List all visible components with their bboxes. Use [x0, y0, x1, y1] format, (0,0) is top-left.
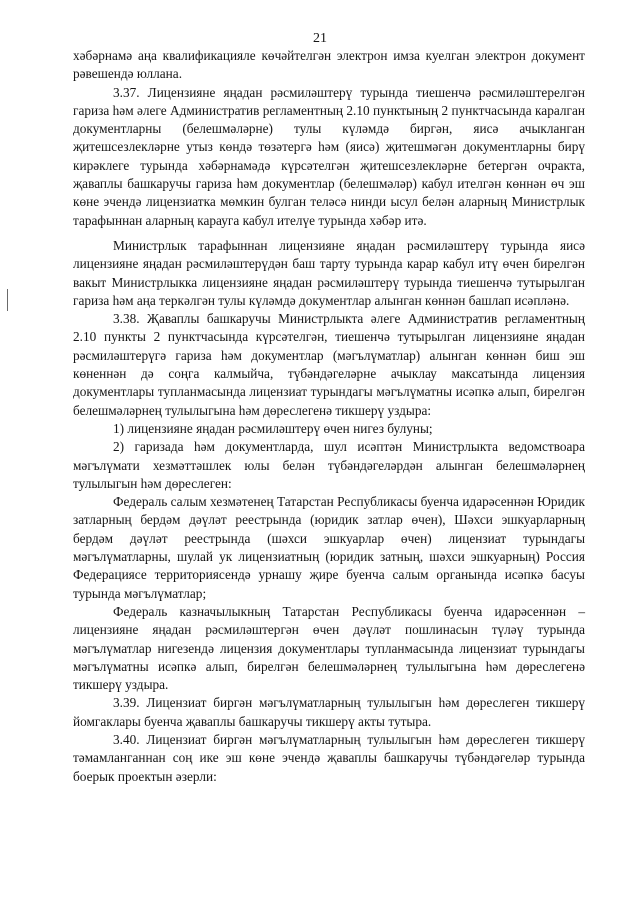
body-text — [73, 47, 585, 786]
paragraph-3-38: 3.38. Җаваплы башкаручы Министрлыкта әлеге Административ регламентның 2.10 пункты 2 пунктчасында күрсәтелгән, тиешенчә тутырылган лицензияне яңадан рәсмиләштерүгә гариза һәм документлар (мәгълүматлар) алынган көннән биш эш көненнән дә соңга калмыйча, түбәндәгеләрне ачыклау максатында лицензия документлары тупланмасында лицензиат турындагы мәгълүматны исәпкә алып, бирелгән белешмәләрнең тулылыгына һәм дөреслегенә тикшерү уздыра: — [73, 311, 585, 418]
paragraph-notification-continuation: хәбәрнамә аңа квалификацияле көчәйтелгән электрон имза куелган электрон документ рәвешендә юллана. — [73, 48, 585, 82]
list-item-2: 2) гаризада һәм документларда, шул исәптән Министрлыкта ведомствоара мәгълүмати хезмәттәшлек юлы белән түбәндәгеләрдән алынган белешмәләрнең тулылыгын һәм дөреслеген: — [73, 439, 585, 491]
page-number: 21 — [313, 31, 327, 46]
paragraph-3-37: 3.37. Лицензияне яңадан рәсмиләштерү турында тиешенчә рәсмиләштерелгән гариза һәм әлеге Административ регламентның 2.10 пунктының 2 пунктчасында каралган документларны (белешмәләрне) тулы күләмдә биргән, яисә ачыкланган җитешсезлекләрне утыз көндә төзәтергә һәм (яисә) җитешмәгән документларны бирү кирәклеге турында хәбәрнамәдә күрсәтелгән җитешсезлекләрне бетергән очракта, җаваплы башкаручы гариза һәм документлар (белешмәләр) кабул ителгән көннән өч эш көне эчендә лицензиатка мөмкин булган теләсә нинди ысул белән аларның Министрлык тарафыннан аларның карауга кабул ителүе турында хәбәр итә. — [73, 84, 585, 228]
list-item-1: 1) лицензияне яңадан рәсмиләштерү өчен нигез булуны; — [113, 420, 433, 436]
paragraph-3-39: 3.39. Лицензиат биргән мәгълүматларның тулылыгын һәм дөреслеген тикшерү йомгаклары буенча җаваплы башкаручы тикшерү акты тутыра. — [73, 695, 585, 729]
paragraph-3-40: 3.40. Лицензиат биргән мәгълүматларның тулылыгын һәм дөреслеген тикшерү тәмамланганнан соң ике эш көне эчендә җаваплы башкаручы түбәндәгеләр турында боерык проектын әзерли: — [73, 731, 585, 784]
margin-mark — [7, 289, 8, 311]
paragraph-tax-service: Федераль салым хезмәтенең Татарстан Республикасы буенча идарәсеннән Юридик затларның бердәм дәүләт реестрында (юридик затлар өчен), Шәхси эшкуарларның бердәм дәүләт реестрында (шәхси эшкуарлар өчен) лицензиат турындагы мәгълүматларны, шулай ук лицензиатның (юридик затның, шәхси эшкуарның) Россия Федерациясе территориясендә урнашу җире буенча салым органында исәпкә басуы турында мәгълүматлар; — [73, 494, 585, 601]
paragraph-decision-period: Министрлык тарафыннан лицензияне яңадан рәсмиләштерү турында яисә лицензияне яңадан рәсмиләштерүдән баш тарту турында карар кабул итү өчен бирелгән вакыт Министрлыкка лицензияне яңадан рәсмиләштерү турында тиешенчә тутырылган гариза һәм аңа теркәлгән тулы күләмдә документлар алынган көннән башлап исәпләнә. — [73, 237, 585, 308]
paragraph-treasury: Федераль казначылыкның Татарстан Республикасы буенча идарәсеннән – лицензияне яңадан рәсмиләштергән өчен дәүләт пошлинасын түләү турында мәгълүматлар нигезендә лицензия документлары тупланмасында лицензиат турындагы мәгълүматны исәпкә алып, бирелгән белешмәләрнең тулылыгына һәм дөреслегенә тикшерү уздыра. — [73, 603, 585, 693]
